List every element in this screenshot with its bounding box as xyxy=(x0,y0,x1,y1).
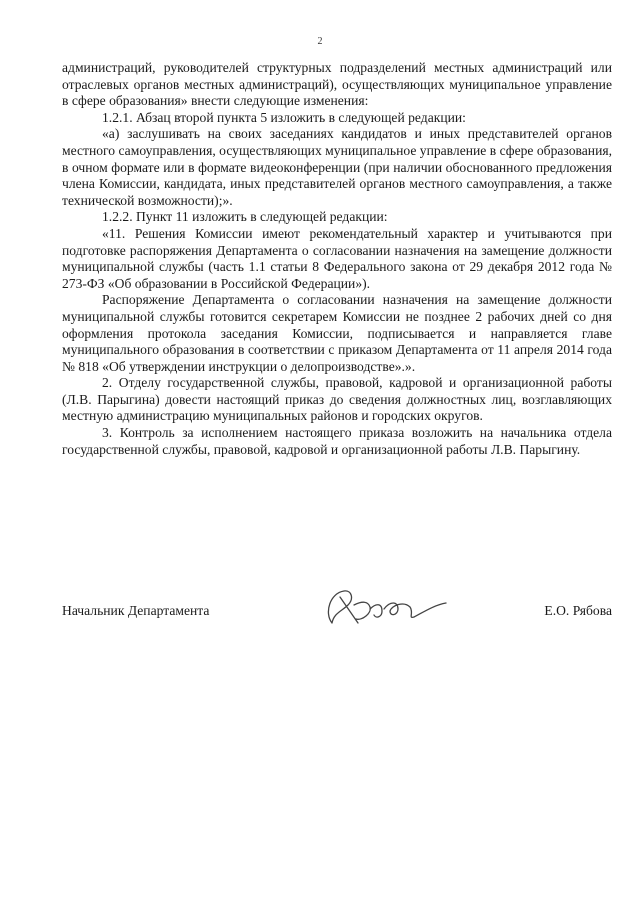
paragraph-item-2: 2. Отделу государственной службы, правовой, кадровой и организационной работы (Л.В. Парыгина) довести настоящий приказ до сведения должностных лиц, возглавляющих местную администрацию муниципальных районов и городских округов. xyxy=(62,375,612,424)
signatory-title: Начальник Департамента xyxy=(62,603,210,618)
document-body xyxy=(62,60,612,458)
paragraph-quote-a: «а) заслушивать на своих заседаниях кандидатов и иных представителей органов местного самоуправления, осуществляющих муниципальное управление в сфере образования, в очном формате или в формате видеоконференции (при наличии обоснованного предложения члена Комиссии, кандидата, иных представителей органов местного самоуправления, а также технической возможности);». xyxy=(62,126,612,208)
paragraph-1-2-1: 1.2.1. Абзац второй пункта 5 изложить в следующей редакции: xyxy=(102,109,466,125)
signatory-name: Е.О. Рябова xyxy=(544,603,612,618)
paragraph-order-procedure: Распоряжение Департамента о согласовании назначения на замещение должности муниципальной службы готовится секретарем Комиссии не позднее 2 рабочих дней со дня оформления протокола заседания Комиссии, подписывается и направляется главе муниципального образования в соответствии с приказом Департамента от 11 апреля 2014 года № 818 «Об утверждении инструкции о делопроизводстве».». xyxy=(62,292,612,374)
paragraph-continuation: администраций, руководителей структурных подразделений местных администраций или отраслевых органов местных администраций), осуществляющих муниципальное управление в сфере образования» внести следующие изменения: xyxy=(62,60,612,109)
paragraph-1-2-2: 1.2.2. Пункт 11 изложить в следующей редакции: xyxy=(102,209,388,225)
paragraph-item-3: 3. Контроль за исполнением настоящего приказа возложить на начальника отдела государственной службы, правовой, кадровой и организационной работы Л.В. Парыгину. xyxy=(62,425,612,457)
paragraph-quote-11: «11. Решения Комиссии имеют рекомендательный характер и учитываются при подготовке распоряжения Департамента о согласовании назначения на замещение должности муниципальной службы (часть 1.1 статьи 8 Федерального закона от 29 декабря 2012 года № 273-ФЗ «Об образовании в Российской Федерации»). xyxy=(62,225,612,291)
page-number: 2 xyxy=(317,36,323,47)
signature-block xyxy=(62,603,612,625)
handwritten-signature xyxy=(318,583,454,631)
